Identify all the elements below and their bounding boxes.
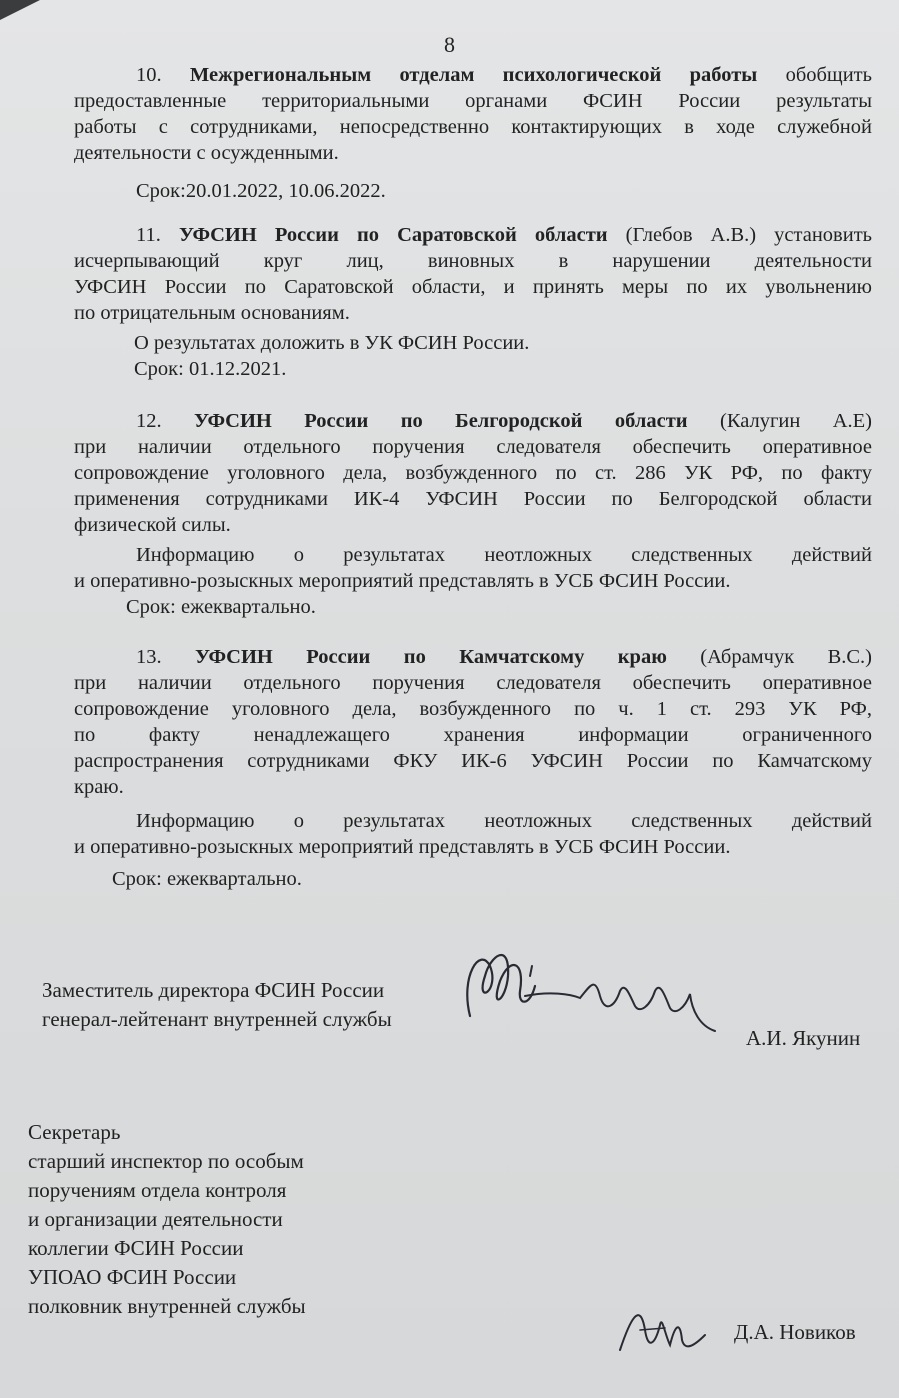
item-12-info xyxy=(74,542,872,594)
item-12-info-line-2: и оперативно-розыскных мероприятий представлять в УСБ ФСИН России. xyxy=(74,570,731,592)
item-11-line-4: по отрицательным основаниям. xyxy=(74,302,350,324)
item-12-line-2: при наличии отдельного поручения следователя обеспечить оперативное xyxy=(74,436,872,458)
item-13-info xyxy=(74,808,872,860)
secretary-line-4: и организации деятельности xyxy=(28,1207,283,1231)
item-11-line-3: УФСИН России по Саратовской области, и принять меры по их увольнению xyxy=(74,276,872,298)
item-13-addressee: УФСИН России по Камчатскому краю xyxy=(195,646,667,668)
secretary-signature xyxy=(610,1290,720,1370)
item-10-deadline: Срок:20.01.2022, 10.06.2022. xyxy=(136,180,386,202)
secretary-line-7: полковник внутренней службы xyxy=(28,1294,306,1318)
item-12-addressee: УФСИН России по Белгородской области xyxy=(194,410,688,432)
item-12-deadline: Срок: ежеквартально. xyxy=(126,596,316,618)
item-10-line-1: 10. Межрегиональным отделам психологической работы обобщить xyxy=(136,64,872,86)
signatory-name: А.И. Якунин xyxy=(746,1026,861,1050)
item-13-deadline: Срок: ежеквартально. xyxy=(112,868,302,890)
item-11-deadline: Срок: 01.12.2021. xyxy=(134,358,287,380)
page-number: 8 xyxy=(444,32,455,57)
item-12-line-3: сопровождение уголовного дела, возбужденного по ст. 286 УК РФ, по факту xyxy=(74,462,872,484)
item-12-line-4: применения сотрудниками ИК-4 УФСИН России по Белгородской области xyxy=(74,488,872,510)
secretary-line-6: УПОАО ФСИН России xyxy=(28,1265,237,1289)
secretary-name: Д.А. Новиков xyxy=(734,1320,856,1344)
item-11 xyxy=(74,222,872,326)
signatory-title-line-2: генерал-лейтенант внутренней службы xyxy=(42,1007,392,1031)
secretary-line-1: Секретарь xyxy=(28,1120,121,1144)
item-11-line-1: 11. УФСИН России по Саратовской области (Глебов А.В.) установить xyxy=(136,224,873,246)
item-10 xyxy=(74,62,872,166)
item-12-line-1: 12. УФСИН России по Белгородской области (Калугин А.Е) xyxy=(136,410,873,432)
item-13 xyxy=(74,644,872,800)
item-11-addressee: УФСИН России по Саратовской области xyxy=(178,224,608,246)
item-13-line-1: 13. УФСИН России по Камчатскому краю (Абрамчук В.С.) xyxy=(136,646,872,668)
item-10-line-2: предоставленные территориальными органами ФСИН России результаты xyxy=(74,90,872,112)
item-13-line-3: сопровождение уголовного дела, возбужденного по ч. 1 ст. 293 УК РФ, xyxy=(74,698,872,720)
item-13-line-6: краю. xyxy=(74,776,124,798)
secretary-title xyxy=(28,1118,306,1321)
item-10-line-3: работы с сотрудниками, непосредственно контактирующих в ходе служебной xyxy=(74,116,872,138)
secretary-line-5: коллегии ФСИН России xyxy=(28,1236,244,1260)
item-13-info-line-2: и оперативно-розыскных мероприятий представлять в УСБ ФСИН России. xyxy=(74,836,731,858)
item-11-report: О результатах доложить в УК ФСИН России. xyxy=(134,332,530,354)
signatory-title-line-1: Заместитель директора ФСИН России xyxy=(42,978,385,1002)
secretary-line-2: старший инспектор по особым xyxy=(28,1149,304,1173)
secretary-line-3: поручениям отдела контроля xyxy=(28,1178,287,1202)
page-corner-shadow xyxy=(0,0,40,20)
item-10-addressee: Межрегиональным отделам психологической работы xyxy=(189,64,758,86)
item-13-line-4: по факту ненадлежащего хранения информации ограниченного xyxy=(74,724,872,746)
item-12-info-line-1: Информацию о результатах неотложных следственных действий xyxy=(136,544,872,566)
item-13-line-2: при наличии отдельного поручения следователя обеспечить оперативное xyxy=(74,672,872,694)
item-12-line-5: физической силы. xyxy=(74,514,231,536)
signatory-title xyxy=(42,976,392,1034)
signatory-signature xyxy=(430,936,750,1046)
item-12 xyxy=(74,408,872,538)
item-13-info-line-1: Информацию о результатах неотложных следственных действий xyxy=(136,810,872,832)
item-10-line-4: деятельности с осужденными. xyxy=(74,142,339,164)
item-13-line-5: распространения сотрудниками ФКУ ИК-6 УФСИН России по Камчатскому xyxy=(74,750,872,772)
item-11-line-2: исчерпывающий круг лиц, виновных в нарушении деятельности xyxy=(74,250,872,272)
